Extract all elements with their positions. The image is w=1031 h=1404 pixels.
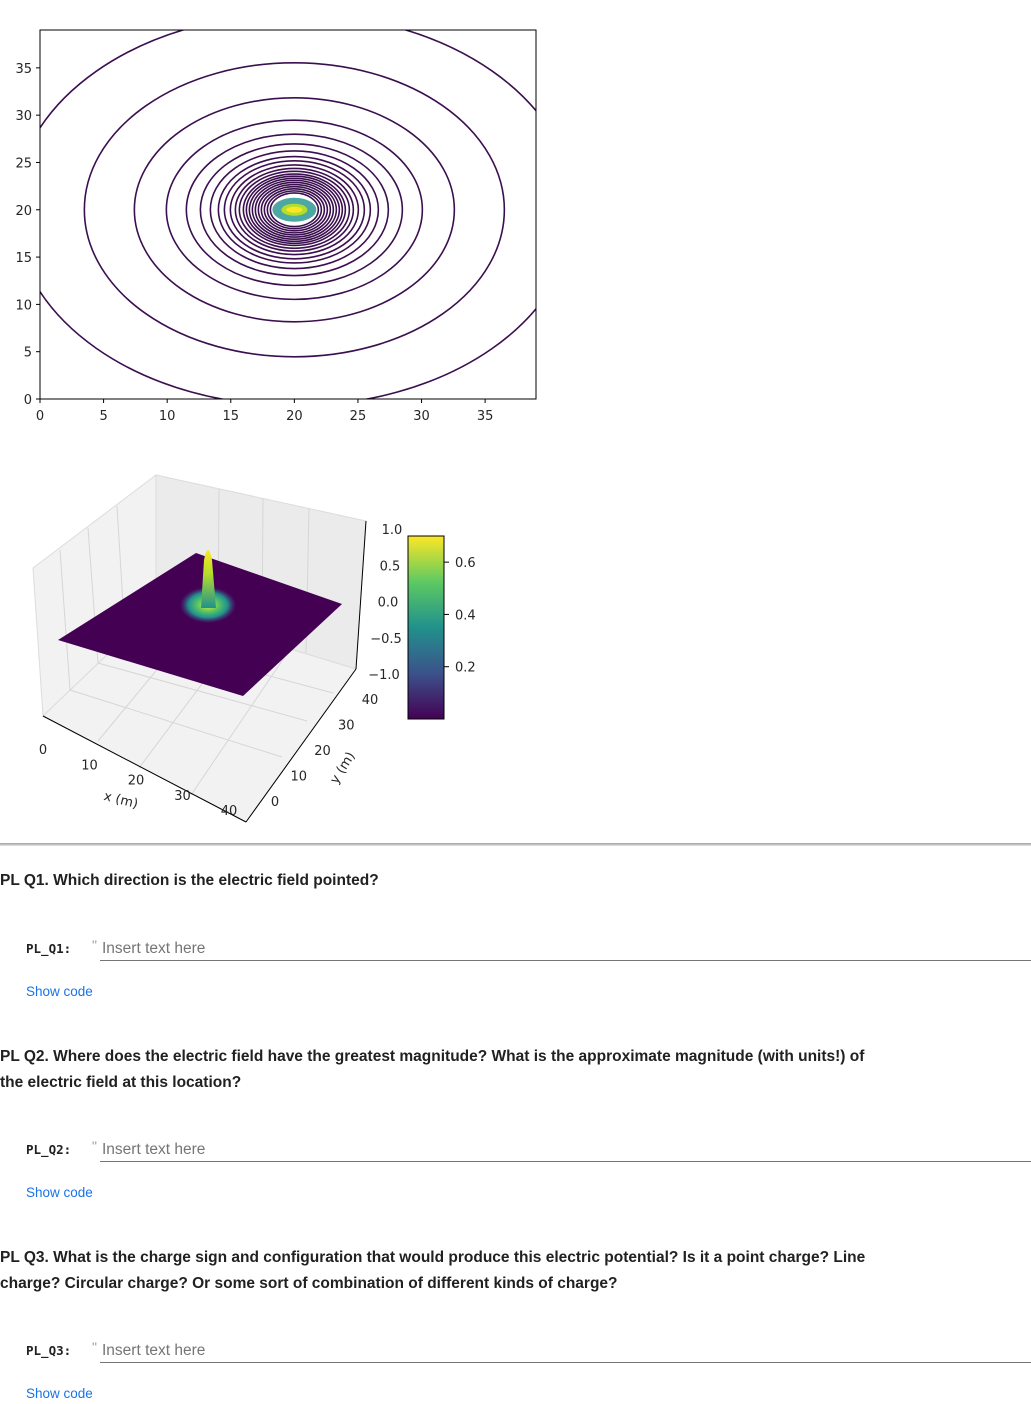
- contour-x-ticks: [36, 399, 494, 424]
- contour-x-tick-label: 0: [35, 409, 45, 424]
- surface-y-tick-label: 10: [290, 769, 308, 785]
- quote-mark: ": [92, 1339, 97, 1355]
- colorbar-tick-label: 0.4: [455, 608, 476, 624]
- surface-x-tick-label: 40: [220, 804, 238, 819]
- quote-mark: ": [92, 1138, 97, 1154]
- colorbar-tick-label: 0.2: [455, 660, 476, 676]
- surface-y-tick-label: 30: [337, 718, 355, 734]
- quote-mark: ": [92, 937, 97, 953]
- surface-y-tick-label: 0: [270, 795, 280, 810]
- question-2-answer-input[interactable]: [100, 1139, 1031, 1162]
- surface-plot: [33, 475, 476, 822]
- contour-y-tick-label: 5: [23, 345, 32, 361]
- surface-z-tick-label: 0.5: [379, 559, 401, 575]
- surface-x-tick-label: 20: [127, 773, 145, 789]
- question-3-form: [26, 1340, 1031, 1364]
- contour-y-tick-label: 10: [15, 298, 32, 314]
- contour-y-tick-label: 35: [15, 61, 32, 77]
- contour-y-tick-label: 30: [15, 109, 32, 125]
- contour-lines: [14, 14, 574, 406]
- colorbar-tick-label: 0.6: [455, 556, 476, 572]
- surface-x-tick-label: 30: [174, 788, 191, 804]
- colorbar-ticks: [444, 556, 476, 676]
- contour-x-tick-label: 20: [286, 409, 303, 424]
- question-2-text: PL Q2. Where does the electric field have the greatest magnitude? What is the approximate magnitude (with units!) of the electric field at this location?: [0, 1048, 865, 1091]
- contour-y-ticks: [15, 62, 40, 408]
- contour-peak-center: [286, 207, 302, 213]
- surface-x-tick-label: 0: [38, 743, 48, 758]
- question-2-show-code-link[interactable]: Show code: [26, 1185, 93, 1200]
- question-3-text: PL Q3. What is the charge sign and configuration that would produce this electric potential? Is it a point charge? Line charge? Circular charge? Or some sort of combination of different kinds of charge?: [0, 1249, 866, 1292]
- question-1-show-code-link[interactable]: Show code: [26, 984, 93, 999]
- question-2-field-label: PL_Q2:: [26, 1142, 72, 1157]
- surface-y-axis-label: y (m): [327, 749, 359, 787]
- contour-plot: [14, 14, 574, 424]
- contour-x-tick-label: 5: [99, 409, 108, 424]
- contour-y-tick-label: 0: [23, 393, 32, 408]
- contour-y-tick-label: 15: [15, 251, 32, 267]
- question-1-text: PL Q1. Which direction is the electric field pointed?: [0, 872, 379, 889]
- question-1-answer-input[interactable]: [100, 938, 1031, 961]
- surface-z-ticks: [368, 523, 402, 683]
- contour-x-tick-label: 25: [349, 409, 367, 424]
- question-3-field-label: PL_Q3:: [26, 1343, 72, 1358]
- contour-x-tick-label: 35: [476, 409, 494, 424]
- surface-z-tick-label: −1.0: [368, 668, 400, 683]
- surface-z-tick-label: −0.5: [370, 631, 402, 647]
- question-1-field-label: PL_Q1:: [26, 941, 72, 956]
- surface-z-tick-label: 0.0: [377, 595, 399, 611]
- question-3-answer-input[interactable]: [100, 1340, 1031, 1363]
- question-1-form: [26, 938, 1031, 962]
- question-3-show-code-link[interactable]: Show code: [26, 1386, 93, 1401]
- contour-x-tick-label: 30: [413, 409, 430, 424]
- surface-y-tick-label: 20: [314, 744, 331, 759]
- contour-y-tick-label: 25: [15, 156, 32, 172]
- contour-x-tick-label: 15: [222, 409, 240, 424]
- surface-y-tick-label: 40: [361, 693, 379, 708]
- cell-divider: [0, 843, 1031, 846]
- question-2-form: [26, 1139, 1031, 1163]
- surface-x-axis-label: x (m): [102, 789, 140, 813]
- surface-z-tick-label: 1.0: [381, 523, 403, 538]
- colorbar: [408, 536, 444, 719]
- surface-x-tick-label: 10: [81, 758, 98, 774]
- contour-x-tick-label: 10: [158, 409, 176, 424]
- contour-y-tick-label: 20: [15, 203, 32, 219]
